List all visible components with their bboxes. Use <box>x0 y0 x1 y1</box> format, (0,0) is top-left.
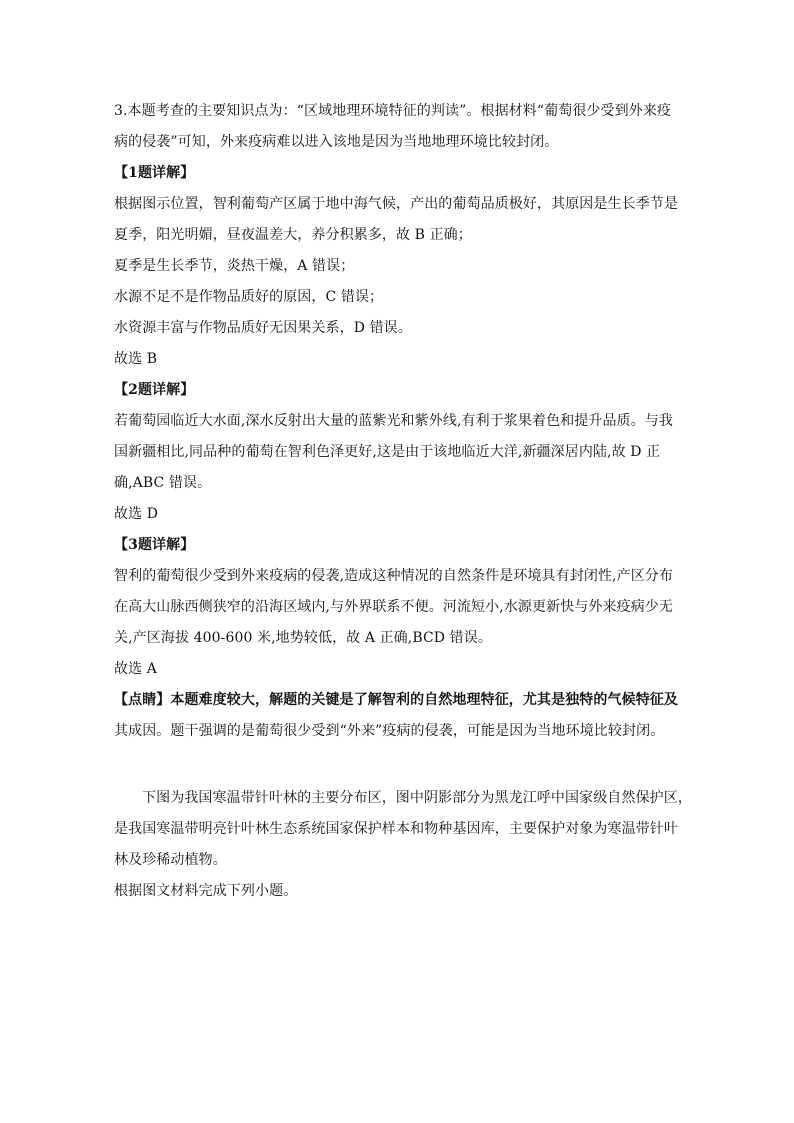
analysis-line-1: 3.本题考查的主要知识点为：“区域地理环境特征的判读”。根据材料“葡萄很少受到外来疫 <box>114 103 672 119</box>
question-3-heading: 【3题详解】 <box>114 537 195 553</box>
question-1-heading: 【1题详解】 <box>114 165 195 181</box>
q3-explanation-line-2: 在高大山脉西侧狭窄的沿海区域内,与外界联系不便。河流短小,水源更新快与外来疫病少无 <box>114 599 673 615</box>
q2-explanation-line-3: 确,ABC 错误。 <box>114 475 212 491</box>
q1-option-c-note: 水源不足不是作物品质好的原因，C 错误； <box>114 289 384 305</box>
q1-option-a-note: 夏季是生长季节，炎热干燥，A 错误； <box>114 258 355 274</box>
q2-explanation-line-2: 国新疆相比,同品种的葡萄在智利色泽更好,这是由于该地临近大洋,新疆深居内陆,故 D 正 <box>114 444 661 460</box>
q3-explanation-line-1: 智利的葡萄很少受到外来疫病的侵袭,造成这种情况的自然条件是环境具有封闭性,产区分布 <box>114 568 673 584</box>
new-material-line-1: 下图为我国寒温带针叶林的主要分布区，图中阴影部分为黑龙江呼中国家级自然保护区， <box>142 790 692 806</box>
q1-option-d-note: 水资源丰富与作物品质好无因果关系，D 错误。 <box>114 320 412 336</box>
q1-explanation-line-2: 夏季，阳光明媚，昼夜温差大，养分积累多，故 B 正确； <box>114 227 472 243</box>
analysis-line-2: 病的侵袭”可知，外来疫病难以进入该地是因为当地地理环境比较封闭。 <box>114 134 559 150</box>
key-point-line-2: 其成因。题干强调的是葡萄很少受到“外来”疫病的侵袭，可能是因为当地环境比较封闭。 <box>114 723 665 739</box>
instruction-line: 根据图文材料完成下列小题。 <box>114 883 298 899</box>
q3-explanation-line-3: 关,产区海拔 400-600 米,地势较低，故 A 正确,BCD 错误。 <box>114 630 492 646</box>
key-point-line-1: 【点睛】本题难度较大，解题的关键是了解智利的自然地理特征，尤其是独特的气候特征及 <box>114 692 678 708</box>
q1-explanation-line-1: 根据图示位置，智利葡萄产区属于地中海气候，产出的葡萄品质极好，其原因是生长季节是 <box>114 196 678 212</box>
new-material-line-2: 是我国寒温带明亮针叶林生态系统国家保护样本和物种基因库，主要保护对象为寒温带针叶 <box>114 821 678 837</box>
new-material-line-3: 林及珍稀动植物。 <box>114 852 227 868</box>
q2-answer: 故选 D <box>114 506 159 522</box>
q3-answer: 故选 A <box>114 661 157 677</box>
q2-explanation-line-1: 若葡萄园临近大水面,深水反射出大量的蓝紫光和紫外线,有利于浆果着色和提升品质。与我 <box>114 413 673 429</box>
question-2-heading: 【2题详解】 <box>114 382 195 398</box>
q1-answer: 故选 B <box>114 351 158 367</box>
